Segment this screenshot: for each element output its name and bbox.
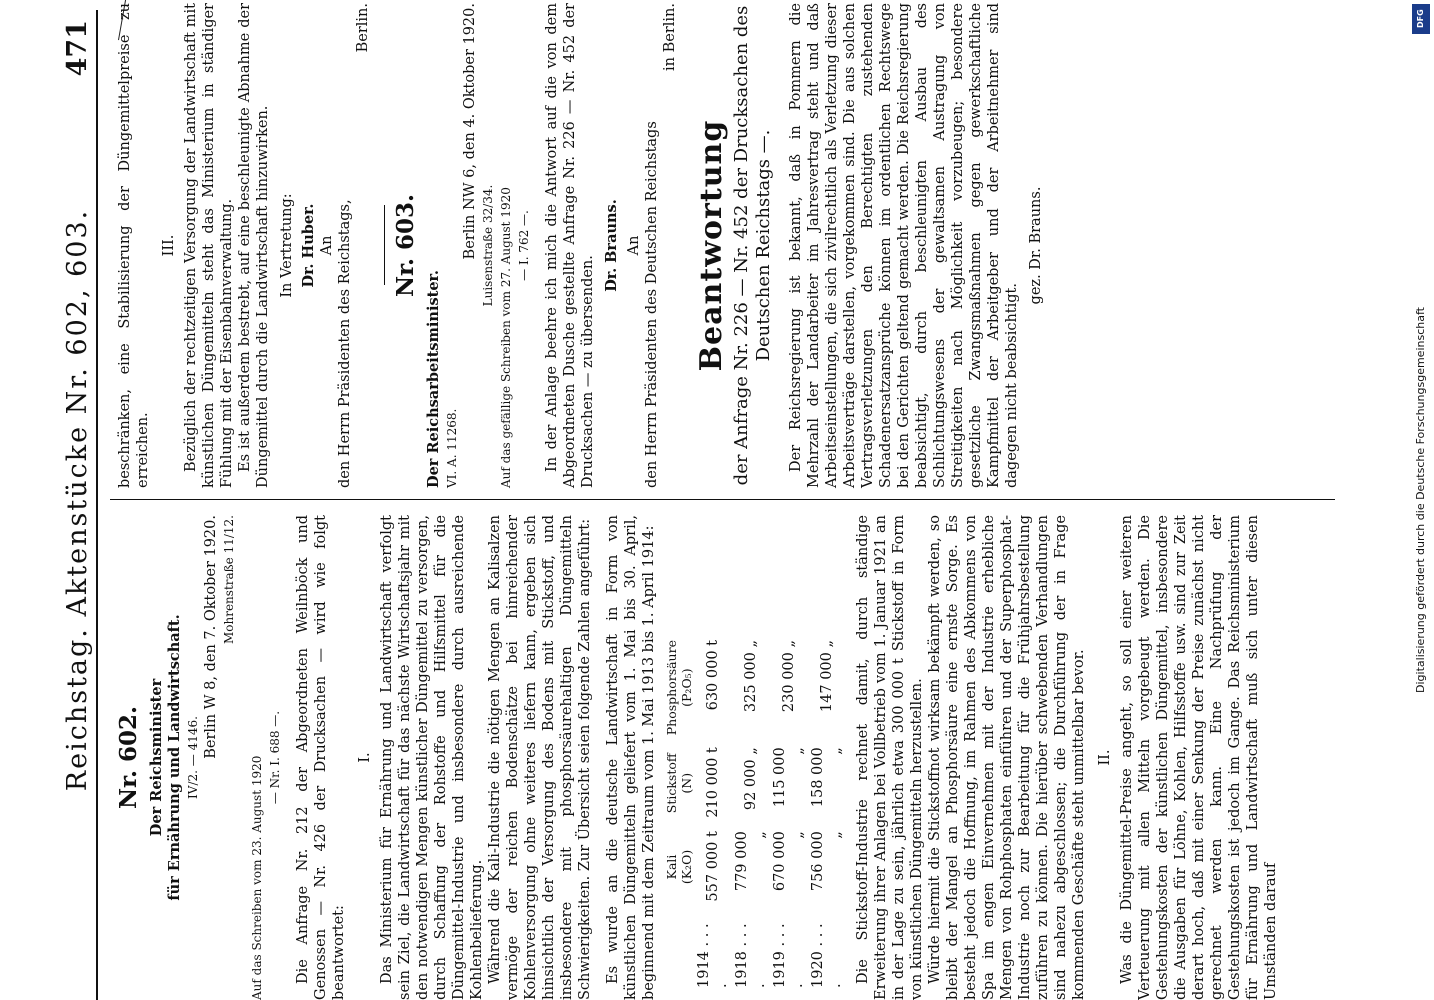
table-row: 1920 . . . . 756 000 „ 158 000 „ 147 000 „ — [810, 640, 844, 988]
paragraph: Während die Kali-Industrie die nötigen Mengen an Kalisalzen vermöge der reichen Bodenschätze bei hinreichender Kohlenversorgung ohne weiteres liefern kann, ergeben sich hinsichtlich der Versorgung des Bodens mit Stickstoff, und insbesondere mit phosphorsäurehaltigen Düngemitteln Schwierigkeiten. Zur Übersicht seien folgende Zahlen angeführt: — [487, 515, 593, 1000]
paragraph: Würde hiermit die Stickstoffnot wirksam bekämpft werden, so bleibt der Mangel an Phosphorsäure eine ernste Sorge. Es besteht jedoch die Hoffnung, im Rahmen des Abkommens von Spa im engen Einvernehmen mit der Industrie erhebliche Mengen von Rohphosphaten einführen und der Superphosphat-Industrie noch zur Bearbeitung für die Frühjahrsbestellung zuführen zu können. Die hierüber schwebenden Verhandlungen sind nahezu abgeschlossen; die Durchführung der in Frage kommenden Geschäfte steht unmittelbar bevor. — [927, 515, 1087, 1000]
column-rule — [110, 499, 1335, 500]
address-an: An — [319, 235, 335, 256]
paragraph: Die Stickstoff-Industrie rechnet damit, durch ständige Erweiterung ihrer Anlagen bei Vollbetrieb vom 1. Januar 1921 an in der Lage zu sein, jährlich etwa 300 000 t Stickstoff in Form von künstlichen Düngemitteln herzustellen. — [855, 515, 925, 1000]
paragraph: In der Anlage beehre ich mich die Antwort auf die von dem Abgeordneten Dusche gestellte Anfrage Nr. 226 — Nr. 452 der Drucksachen — zu übersenden. — [544, 3, 596, 488]
paragraph: Das Ministerium für Ernährung und Landwirtschaft verfolgt sein Ziel, die Landwirtschaft für das nächste Wirtschaftsjahr mit den notwendigen Mengen künstlicher Düngemittel zu versorgen, durch Schaffung der Rohstoffe und Hilfsmittel für die Düngemittel-Industrie und insbesondere durch ausreichende Kohlenbelieferung. — [379, 515, 485, 1000]
document-number: Nr. 603. — [392, 193, 419, 298]
signature: Dr. Brauns. — [603, 199, 620, 292]
left-column — [116, 515, 1280, 1000]
table-row: 1918 . . . . 779 000 „ 92 000 „ 325 000 „ — [734, 640, 768, 988]
letter-reference: Auf das gefällige Schreiben vom 27. August 1920 — [499, 187, 513, 488]
section-numeral: I. — [357, 752, 373, 763]
table-row: 1914 . . . . 557 000 t 210 000 t 630 000 t — [696, 640, 730, 988]
funding-note: Digitalisierung gefördert durch die Deutsche Forschungsgemeinschaft — [1414, 307, 1427, 693]
intro-paragraph: Die Anfrage Nr. 212 der Abgeordneten Weilnböck und Genossen — Nr. 426 der Drucksachen — wird wie folgt beantwortet: — [295, 515, 347, 1000]
header-rule — [96, 10, 98, 1000]
addressee: den Herrn Präsidenten des Reichstags, — [337, 199, 353, 488]
ministry-name: Der Reichsarbeitsminister. — [425, 270, 442, 488]
letter-reference-2: — I. 762 —. — [517, 210, 531, 281]
paragraph: beschränken, eine Stabilisierung der Düngemittelpreise zu erreichen. — [117, 3, 151, 488]
place-date: Berlin NW 6, den 4. Oktober 1920. — [462, 3, 478, 260]
table-header-row — [664, 634, 694, 994]
street: Luisenstraße 32/34. — [481, 184, 495, 307]
signature: gez. Dr. Brauns. — [1028, 186, 1044, 305]
separator-rule — [384, 206, 385, 286]
reference-number: VI. A. 11268. — [445, 408, 459, 488]
address-an: An — [626, 235, 642, 256]
deputy-label: In Vertretung: — [279, 193, 295, 298]
table-header-phosphorsaeure: Phosphorsäure (P₂O₅) — [664, 640, 694, 736]
reference-number: IV/2. — 4146. — [186, 716, 200, 799]
right-column — [116, 3, 1049, 488]
section-heading: Beantwortung — [694, 119, 729, 372]
dfg-sidebar — [1408, 0, 1434, 1000]
ministry-name-2: für Ernährung und Landwirtschaft. — [166, 614, 183, 901]
dfg-logo: DFG — [1412, 4, 1430, 34]
signature: Dr. Huber. — [300, 203, 317, 288]
city: in Berlin. — [662, 3, 678, 71]
fertilizer-table — [664, 634, 846, 994]
table-header-year — [664, 909, 694, 994]
letter-reference-2: — Nr. I. 688 —. — [268, 710, 282, 805]
paragraph: Der Reichsregierung ist bekannt, daß in Pommern die Mehrzahl der Landarbeiter im Jahresvertrag steht und daß Arbeitseinstellungen, die sich zivilrechtlich als Verletzung dieser Arbeitsverträge darstellen, vorgekommen sind. Die aus solchen Vertragsverletzungen den Berechtigten zustehenden Schadenersatzansprüche können im ordentlichen Rechtswege bei den Gerichten geltend gemacht werden. Die Reichsregierung beabsichtigt, durch beschleunigten Ausbau des Schlichtungswesens der gewaltsamen Austragung von Streitigkeiten nach Möglichkeit vorzubeugen; besondere gesetzliche Zwangsmaßnahmen gegen gewerkschaftliche Kampfmittel der Arbeitgeber und der Arbeitnehmer sind dagegen nicht beabsichtigt. — [788, 3, 1020, 488]
street: Mohrenstraße 11/12. — [222, 515, 236, 645]
section-numeral: II. — [1097, 749, 1113, 766]
paragraph: Was die Düngemittel-Preise angeht, so soll einer weiteren Verteuerung mit allen Mitteln vorgebeugt werden. Die Gestehungskosten der künstlichen Düngemittel, insbesondere die Ausgaben für Löhne, Kohlen, Hilfsstoffe usw. sind zur Zeit derart hoch, daß mit einer Senkung der Preise zunächst nicht gerechnet werden kann. Eine Nachprüfung der Gestehungskosten ist jedoch im Gange. Das Reichsministerium für Ernährung und Landwirtschaft muß sich unter diesen Umständen darauf — [1119, 515, 1279, 1000]
table-header-kali: Kali (K₂O) — [664, 849, 694, 885]
table-row: 1919 . . . . 670 000 „ 115 000 „ 230 000 „ — [772, 640, 806, 988]
section-numeral: III. — [161, 234, 177, 257]
city: Berlin. — [355, 3, 371, 53]
page-number: 471 — [62, 20, 93, 77]
paragraph: Es wurde an die deutsche Landwirtschaft in Form von künstlichen Düngemitteln geliefert vom 1. Mai bis 30. April, beginnend mit dem Zeitraum vom 1. Mai 1913 bis 1. April 1914: — [605, 515, 657, 1000]
addressee: den Herrn Präsidenten des Deutschen Reichstags — [644, 121, 660, 488]
paragraph: Es ist außerdem bestrebt, auf eine beschleunigte Abnahme der Düngemittel durch die Landwirtschaft hinzuwirken. — [237, 3, 271, 488]
section-subheading: der Anfrage Nr. 226 — Nr. 452 der Drucksachen des Deutschen Reichstags —. — [731, 5, 774, 486]
document-number: Nr. 602. — [115, 705, 142, 810]
page-header — [58, 0, 92, 1000]
place-date: Berlin W 8, den 7. Oktober 1920. — [203, 515, 219, 759]
page-header-title: Reichstag. Aktenstücke Nr. 602, 603. — [62, 208, 93, 792]
table-header-stickstoff: Stickstoff (N) — [664, 753, 694, 814]
ministry-name: Der Reichsminister — [148, 678, 165, 837]
paragraph: Bezüglich der rechtzeitigen Versorgung der Landwirtschaft mit künstlichen Düngemitteln steht das Ministerium in ständiger Fühlung mit der Eisenbahnverwaltung. — [183, 3, 235, 488]
letter-reference: Auf das Schreiben vom 23. August 1920 — [250, 755, 264, 1000]
